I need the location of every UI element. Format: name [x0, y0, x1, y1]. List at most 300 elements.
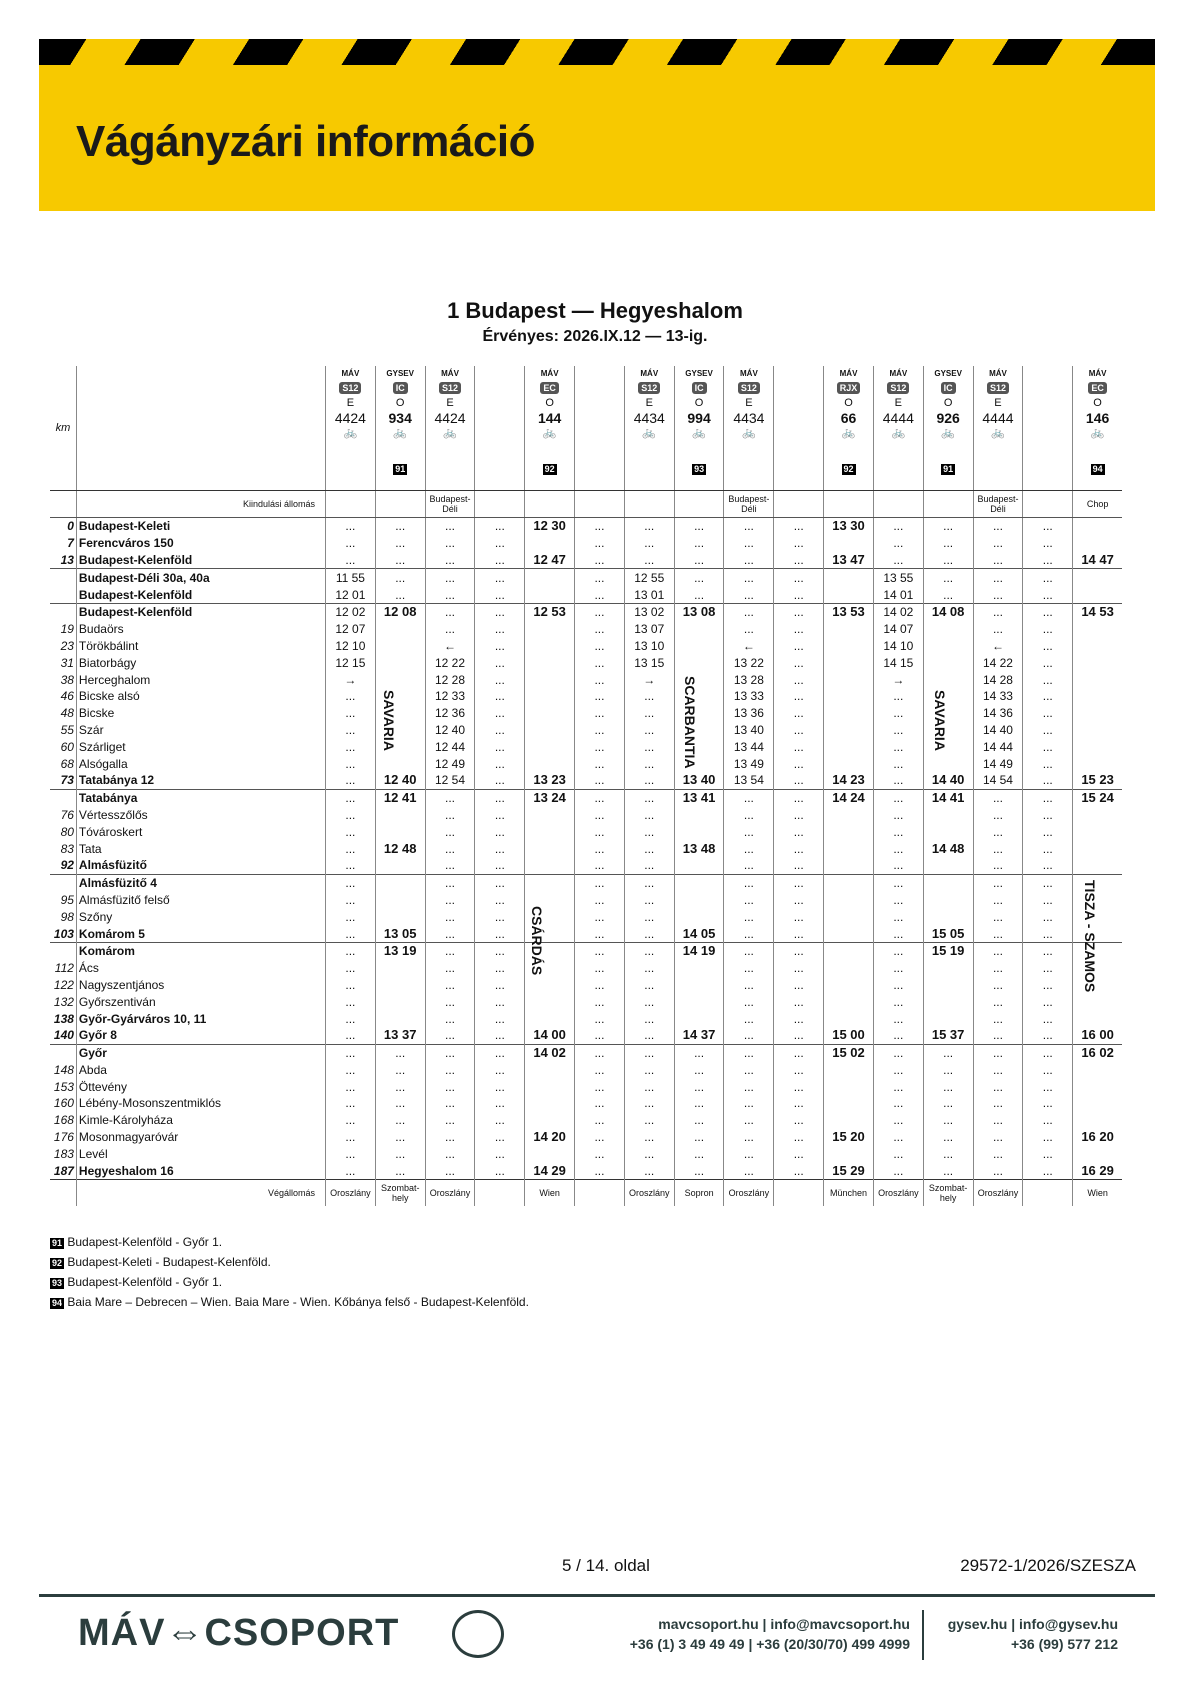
station-header	[76, 366, 325, 491]
station-name: Levél	[76, 1145, 325, 1162]
time-cell: ...	[575, 942, 625, 959]
time-cell: ...	[325, 908, 375, 925]
time-cell: 14 47	[1073, 552, 1122, 569]
time-cell: ...	[575, 638, 625, 655]
time-cell: ...	[325, 823, 375, 840]
time-cell: ...	[724, 1010, 774, 1027]
time-cell	[824, 569, 874, 586]
time-cell	[923, 738, 973, 755]
time-cell: 13 49	[724, 755, 774, 772]
train-column-header	[525, 366, 575, 491]
station-name: Győr-Gyárváros 10, 11	[76, 1010, 325, 1027]
time-cell: 13 40	[674, 772, 724, 789]
train-category	[976, 381, 1021, 396]
time-cell: ...	[674, 552, 724, 569]
time-cell: ...	[1023, 621, 1073, 638]
bicycle-icon: 🚲	[991, 427, 1005, 439]
time-cell: ...	[425, 874, 475, 891]
time-cell	[824, 960, 874, 977]
time-cell: ...	[873, 535, 923, 552]
train-number: 4424	[334, 410, 366, 426]
time-cell	[674, 823, 724, 840]
km-cell	[50, 789, 76, 806]
time-cell: ...	[774, 1027, 824, 1044]
time-cell: ...	[774, 789, 824, 806]
time-cell: ...	[774, 638, 824, 655]
time-cell: ...	[325, 518, 375, 535]
station-name: Lébény-Mosonszentmiklós	[76, 1095, 325, 1112]
category-badge: RJX	[837, 382, 861, 394]
bicycle-icon	[776, 381, 821, 417]
origin-cell	[873, 491, 923, 518]
time-cell	[375, 857, 425, 874]
time-cell: ...	[475, 874, 525, 891]
station-row	[50, 977, 1122, 994]
time-cell: 14 48	[923, 840, 973, 857]
time-cell: ...	[774, 925, 824, 942]
time-cell: ...	[475, 960, 525, 977]
station-row	[50, 638, 1122, 655]
station-row	[50, 807, 1122, 824]
footnote-91: 91 Budapest-Kelenföld - Győr 1.	[52, 1235, 223, 1249]
origin-label: Kiindulási állomás	[76, 491, 325, 518]
time-cell: ...	[923, 586, 973, 603]
station-name: Ferencváros 150	[76, 535, 325, 552]
time-cell: ...	[724, 1044, 774, 1061]
time-cell: ...	[575, 908, 625, 925]
time-cell: ...	[873, 518, 923, 535]
origin-cell	[624, 491, 674, 518]
time-cell: ...	[575, 705, 625, 722]
class-label: O	[943, 397, 953, 409]
station-row	[50, 1162, 1122, 1179]
time-cell: 14 44	[973, 738, 1023, 755]
time-cell	[1073, 823, 1122, 840]
station-row	[50, 552, 1122, 569]
time-cell: ...	[575, 892, 625, 909]
station-row	[50, 738, 1122, 755]
time-cell: 15 23	[1073, 772, 1122, 789]
time-cell	[525, 823, 575, 840]
time-cell: ...	[425, 807, 475, 824]
time-cell: 11 55	[325, 569, 375, 586]
train-column-header	[1023, 366, 1073, 491]
time-cell	[923, 755, 973, 772]
footnote-93: 93 Budapest-Kelenföld - Győr 1.	[52, 1275, 223, 1289]
time-cell: ...	[575, 1129, 625, 1146]
time-cell: 13 24	[525, 789, 575, 806]
time-cell	[923, 823, 973, 840]
time-cell	[824, 1145, 874, 1162]
time-cell	[923, 654, 973, 671]
class-label: O	[844, 397, 853, 409]
time-cell: ...	[1023, 960, 1073, 977]
time-cell: ...	[475, 823, 525, 840]
time-cell: ...	[973, 586, 1023, 603]
category-badge: IC	[941, 382, 956, 394]
time-cell: 16 20	[1073, 1129, 1122, 1146]
time-cell	[1073, 993, 1122, 1010]
time-cell	[1073, 671, 1122, 688]
time-cell: ...	[575, 823, 625, 840]
time-cell: ...	[873, 823, 923, 840]
time-cell: ...	[475, 840, 525, 857]
time-cell: 13 44	[724, 738, 774, 755]
time-cell: 12 01	[325, 586, 375, 603]
time-cell: ...	[575, 772, 625, 789]
time-cell: ...	[624, 977, 674, 994]
train-column-header	[624, 366, 674, 491]
train-column-header	[1073, 366, 1122, 491]
time-cell: ...	[774, 1112, 824, 1129]
time-cell: ...	[1023, 772, 1073, 789]
time-cell: ...	[425, 857, 475, 874]
time-cell: ...	[1023, 892, 1073, 909]
time-cell: ...	[325, 1162, 375, 1179]
time-cell	[824, 892, 874, 909]
time-cell: 13 01	[624, 586, 674, 603]
time-cell: ...	[973, 603, 1023, 620]
time-cell: ...	[674, 1162, 724, 1179]
destination-cell: Szombat-hely	[923, 1180, 973, 1207]
time-cell: ...	[674, 518, 724, 535]
train-category	[677, 381, 722, 396]
time-cell: 14 28	[973, 671, 1023, 688]
time-cell	[1073, 1010, 1122, 1027]
time-cell	[525, 1078, 575, 1095]
time-cell: ...	[1023, 942, 1073, 959]
time-cell: ...	[1023, 1010, 1073, 1027]
station-name: Öttevény	[76, 1078, 325, 1095]
km-cell: 138	[53, 1011, 74, 1026]
time-cell	[674, 908, 724, 925]
footnote-badge: 91	[943, 464, 954, 474]
time-cell	[1073, 857, 1122, 874]
train-column-header	[973, 366, 1023, 491]
time-cell: ...	[425, 1027, 475, 1044]
time-cell: ...	[873, 1095, 923, 1112]
station-row	[50, 671, 1122, 688]
time-cell: ...	[1023, 1062, 1073, 1079]
time-cell: ...	[425, 586, 475, 603]
time-cell: ...	[724, 925, 774, 942]
time-cell: ...	[724, 789, 774, 806]
time-cell: ...	[624, 807, 674, 824]
time-cell: ...	[325, 1044, 375, 1061]
time-cell: ...	[774, 705, 824, 722]
time-cell	[824, 1112, 874, 1129]
train-column-header	[774, 366, 824, 491]
time-cell: ...	[1023, 705, 1073, 722]
time-cell: ...	[375, 586, 425, 603]
time-cell: ...	[724, 977, 774, 994]
time-cell: ...	[425, 892, 475, 909]
time-cell: 14 00	[525, 1027, 575, 1044]
time-cell	[375, 977, 425, 994]
time-cell: ...	[774, 738, 824, 755]
time-cell: ...	[325, 993, 375, 1010]
time-cell	[525, 1062, 575, 1079]
footnote-ref	[677, 462, 722, 477]
time-cell: ...	[475, 1145, 525, 1162]
time-cell: ...	[973, 1112, 1023, 1129]
km-cell: 153	[53, 1079, 74, 1094]
time-cell: 13 22	[724, 654, 774, 671]
time-cell: ...	[674, 1112, 724, 1129]
footnote-badge: 92	[843, 464, 854, 474]
time-cell: ...	[375, 518, 425, 535]
time-cell: ...	[325, 755, 375, 772]
station-row	[50, 789, 1122, 806]
time-cell: ...	[425, 535, 475, 552]
operator-label: MÁV	[1088, 369, 1107, 378]
time-cell: 13 08	[674, 603, 724, 620]
time-cell: ...	[1023, 1027, 1073, 1044]
km-cell: 160	[53, 1096, 74, 1111]
time-cell	[1073, 1062, 1122, 1079]
time-cell: →	[325, 671, 375, 688]
time-cell: 12 49	[425, 755, 475, 772]
km-cell: 95	[60, 892, 74, 907]
time-cell	[375, 874, 425, 891]
time-cell: ...	[475, 1062, 525, 1079]
time-cell: ...	[973, 621, 1023, 638]
km-cell: 187	[53, 1163, 74, 1178]
time-cell: ...	[325, 738, 375, 755]
time-cell	[923, 671, 973, 688]
time-cell: ...	[973, 874, 1023, 891]
time-cell: ...	[475, 638, 525, 655]
bicycle-icon: 🚲	[941, 427, 955, 439]
time-cell: ...	[973, 1145, 1023, 1162]
time-cell: ...	[973, 892, 1023, 909]
train-name-tisza-szamos: TISZA - SZAMOS	[1082, 880, 1098, 993]
time-cell: ...	[873, 925, 923, 942]
time-cell: ...	[873, 840, 923, 857]
time-cell: ...	[724, 892, 774, 909]
time-cell: ...	[724, 908, 774, 925]
category-badge: IC	[393, 382, 408, 394]
time-cell	[1073, 1145, 1122, 1162]
operator-label: MÁV	[889, 369, 908, 378]
time-cell: ...	[325, 960, 375, 977]
gysev-contact-web[interactable]: gysev.hu | info@gysev.hu	[947, 1616, 1118, 1632]
time-cell: ...	[575, 688, 625, 705]
origin-cell	[923, 491, 973, 518]
time-cell	[1073, 621, 1122, 638]
time-cell: 16 00	[1073, 1027, 1122, 1044]
time-cell: ...	[923, 1145, 973, 1162]
train-number: 4444	[982, 410, 1014, 426]
timetable-validity: Érvényes: 2026.IX.12 — 13-ig.	[482, 328, 708, 345]
time-cell: ...	[475, 1095, 525, 1112]
time-cell: ...	[724, 993, 774, 1010]
destination-cell	[575, 1180, 625, 1207]
time-cell: ...	[973, 942, 1023, 959]
station-name: Bicske	[76, 705, 325, 722]
time-cell: ...	[624, 552, 674, 569]
time-cell: ...	[1023, 552, 1073, 569]
station-row	[50, 705, 1122, 722]
time-cell: ...	[923, 1095, 973, 1112]
time-cell: ...	[1023, 908, 1073, 925]
time-cell: 12 10	[325, 638, 375, 655]
origin-row	[50, 491, 1122, 518]
time-cell: 12 36	[425, 705, 475, 722]
bicycle-icon: 🚲	[891, 427, 906, 439]
time-cell: ...	[624, 960, 674, 977]
time-cell	[375, 755, 425, 772]
time-cell: ...	[774, 688, 824, 705]
time-cell: ...	[774, 1095, 824, 1112]
km-cell: 92	[60, 858, 74, 873]
bicycle-icon	[1025, 381, 1070, 417]
time-cell	[1073, 654, 1122, 671]
km-cell: 132	[53, 994, 74, 1009]
time-cell: 14 49	[973, 755, 1023, 772]
train-category	[527, 381, 572, 396]
time-cell: ...	[923, 552, 973, 569]
destination-cell	[475, 1180, 525, 1207]
footnote-94: 94 Baia Mare – Debrecen – Wien. Baia Mare - Wien. Kőbánya felső - Budapest-Kelenföld.	[52, 1295, 529, 1309]
category-badge: IC	[692, 382, 707, 394]
time-cell	[375, 638, 425, 655]
time-cell: ...	[923, 569, 973, 586]
station-name: Budapest-Kelenföld	[76, 552, 325, 569]
time-cell	[525, 840, 575, 857]
time-cell: ...	[624, 1145, 674, 1162]
time-cell	[525, 977, 575, 994]
time-cell	[923, 960, 973, 977]
train-number: 4424	[434, 410, 466, 426]
km-cell: 0	[67, 519, 74, 534]
mav-contact-phone: +36 (1) 3 49 49 49 | +36 (20/30/70) 499 4999	[629, 1636, 910, 1652]
time-cell: ...	[475, 722, 525, 739]
km-cell	[50, 874, 76, 891]
class-label: E	[994, 397, 1002, 409]
km-cell: 19	[60, 622, 74, 637]
station-name: Tata	[76, 840, 325, 857]
time-cell: ...	[1023, 722, 1073, 739]
time-cell: ...	[425, 993, 475, 1010]
origin-cell	[375, 491, 425, 518]
station-row	[50, 1112, 1122, 1129]
time-cell: ...	[325, 705, 375, 722]
time-cell: 13 15	[624, 654, 674, 671]
time-cell: ...	[624, 789, 674, 806]
time-cell: 12 40	[375, 772, 425, 789]
time-cell: ...	[973, 1027, 1023, 1044]
station-row	[50, 772, 1122, 789]
time-cell: ...	[325, 942, 375, 959]
train-category	[428, 381, 473, 396]
time-cell	[824, 722, 874, 739]
time-cell	[923, 908, 973, 925]
document-reference: 29572-1/2026/SZESZA	[960, 1556, 1136, 1575]
time-cell: ...	[873, 1162, 923, 1179]
time-cell: ...	[575, 857, 625, 874]
time-cell: ...	[375, 552, 425, 569]
time-cell: ...	[325, 874, 375, 891]
timetable-title: 1 Budapest — Hegyeshalom	[447, 298, 743, 323]
footnote-ref	[527, 462, 572, 477]
category-badge: S12	[439, 382, 461, 394]
time-cell	[525, 1095, 575, 1112]
time-cell: ...	[425, 823, 475, 840]
km-cell: 112	[54, 961, 74, 976]
time-cell: ...	[724, 960, 774, 977]
train-column-header	[873, 366, 923, 491]
time-cell: ...	[475, 1010, 525, 1027]
time-cell: 15 02	[824, 1044, 874, 1061]
time-cell: ...	[575, 840, 625, 857]
station-name: Budapest-Keleti	[76, 518, 325, 535]
destination-cell: Wien	[525, 1180, 575, 1207]
time-cell: ←	[724, 638, 774, 655]
km-cell: 55	[60, 722, 74, 737]
time-cell: ...	[575, 535, 625, 552]
time-cell: ...	[425, 1162, 475, 1179]
time-cell: ...	[624, 738, 674, 755]
time-cell: ...	[624, 1078, 674, 1095]
operator-label: MÁV	[341, 369, 360, 378]
time-cell	[923, 892, 973, 909]
time-cell: 16 29	[1073, 1162, 1122, 1179]
station-row	[50, 654, 1122, 671]
time-cell: ...	[475, 671, 525, 688]
time-cell	[375, 892, 425, 909]
time-cell: 14 40	[923, 772, 973, 789]
time-cell	[923, 874, 973, 891]
time-cell: ...	[774, 1010, 824, 1027]
mav-contact-web[interactable]: mavcsoport.hu | info@mavcsoport.hu	[658, 1616, 910, 1632]
time-cell	[824, 738, 874, 755]
category-badge: S12	[638, 382, 660, 394]
time-cell: 14 53	[1073, 603, 1122, 620]
time-cell: ...	[973, 1162, 1023, 1179]
time-cell: ...	[624, 535, 674, 552]
time-cell: 12 08	[375, 603, 425, 620]
time-cell	[525, 638, 575, 655]
time-cell: ...	[724, 1078, 774, 1095]
time-cell: 14 20	[525, 1129, 575, 1146]
time-cell: ...	[774, 535, 824, 552]
time-cell	[375, 908, 425, 925]
footnote-ref	[826, 462, 871, 477]
train-number: 934	[388, 410, 412, 426]
time-cell: ...	[1023, 603, 1073, 620]
train-category	[577, 366, 622, 381]
destination-cell: Oroszlány	[873, 1180, 923, 1207]
time-cell: ←	[973, 638, 1023, 655]
time-cell: ...	[774, 960, 824, 977]
time-cell: ...	[475, 654, 525, 671]
time-cell: ...	[1023, 518, 1073, 535]
time-cell: ...	[973, 823, 1023, 840]
time-cell: ...	[873, 1129, 923, 1146]
time-cell: ...	[724, 807, 774, 824]
time-cell: ...	[425, 1095, 475, 1112]
time-cell	[1073, 518, 1122, 535]
destination-cell: Wien	[1073, 1180, 1122, 1207]
time-cell: ...	[873, 1078, 923, 1095]
time-cell	[525, 1145, 575, 1162]
km-cell: 76	[60, 807, 74, 822]
time-cell: ...	[575, 1112, 625, 1129]
time-cell: ...	[724, 874, 774, 891]
time-cell: ...	[575, 569, 625, 586]
time-cell	[525, 569, 575, 586]
